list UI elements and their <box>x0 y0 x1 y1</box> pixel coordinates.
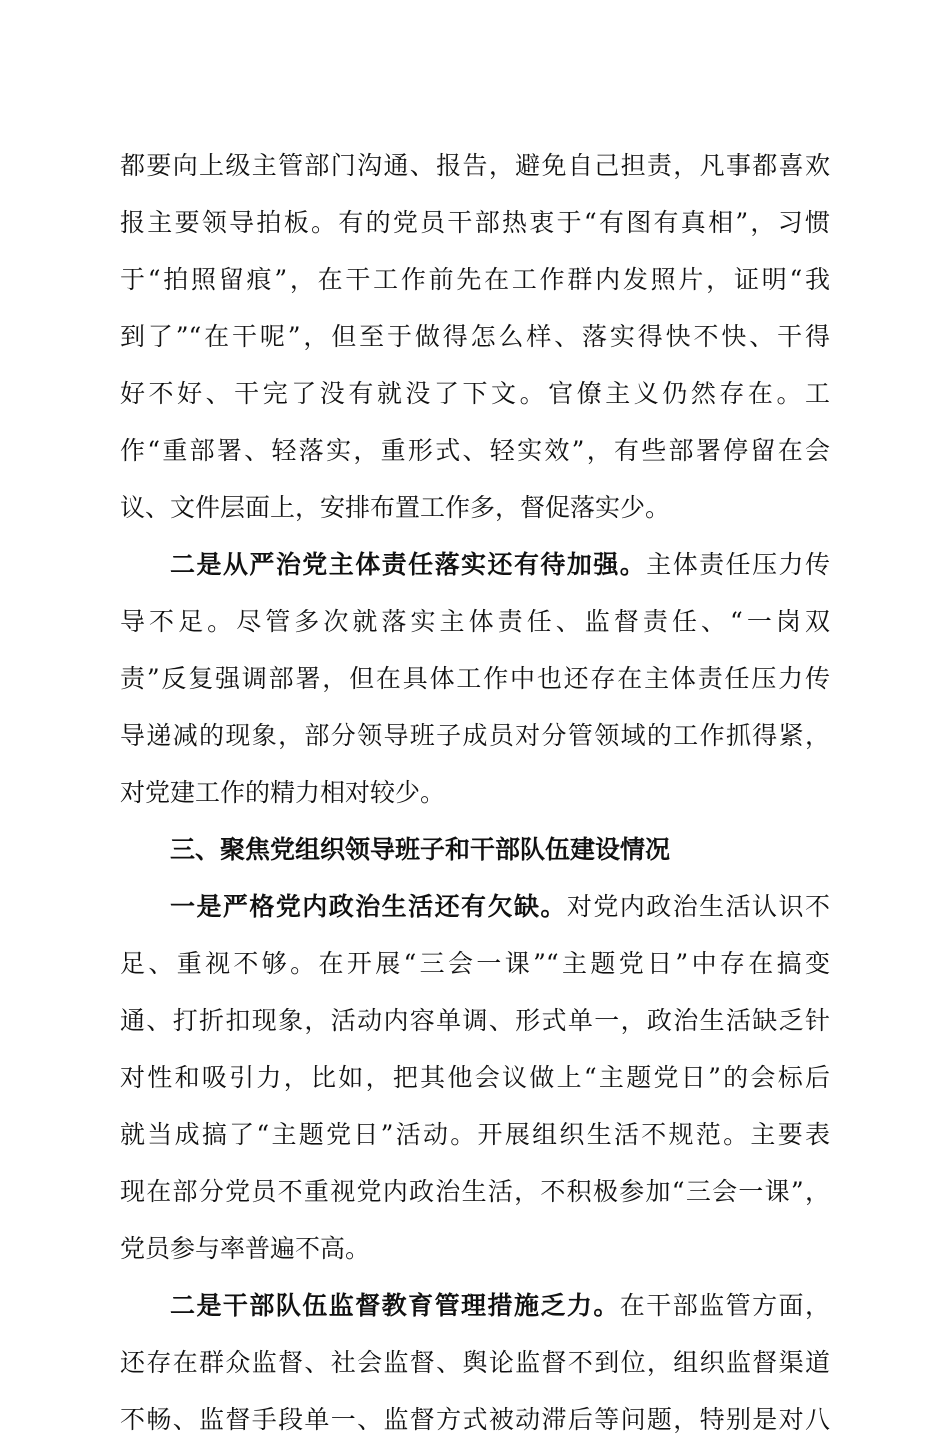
paragraph-line: 到了”“在干呢”，但至于做得怎么样、落实得快不快、干得 <box>120 322 830 351</box>
paragraph-3 <box>120 878 830 1277</box>
paragraph-first-line <box>120 878 830 935</box>
paragraph-line: 就当成搞了“主题党日”活动。开展组织生活不规范。主要表 <box>120 1120 830 1149</box>
paragraph-lead: 二是从严治党主体责任落实还有待加强。 <box>170 550 647 579</box>
paragraph-2 <box>120 536 830 821</box>
paragraph-line: 好不好、干完了没有就没了下文。官僚主义仍然存在。工 <box>120 379 830 408</box>
paragraph-line-rest: 主体责任压力传 <box>646 550 830 579</box>
paragraph-line-rest: 在干部监管方面， <box>619 1291 830 1320</box>
paragraph-line: 党员参与率普遍不高。 <box>120 1234 371 1263</box>
paragraph-1 <box>120 137 830 536</box>
paragraph-line: 于“拍照留痕”，在干工作前先在工作群内发照片，证明“我 <box>120 265 830 294</box>
paragraph-line: 都要向上级主管部门沟通、报告，避免自己担责，凡事都喜欢 <box>120 151 830 180</box>
paragraph-line: 导递减的现象，部分领导班子成员对分管领域的工作抓得紧， <box>120 721 830 750</box>
paragraph-lead: 一是严格党内政治生活还有欠缺。 <box>170 892 567 921</box>
paragraph-first-line <box>120 1277 830 1334</box>
paragraph-line: 报主要领导拍板。有的党员干部热衷于“有图有真相”，习惯 <box>120 208 830 237</box>
paragraph-line: 责”反复强调部署，但在具体工作中也还存在主体责任压力传 <box>120 664 830 693</box>
paragraph-line: 还存在群众监督、社会监督、舆论监督不到位，组织监督渠道 <box>120 1348 830 1377</box>
paragraph-line: 现在部分党员不重视党内政治生活，不积极参加“三会一课”， <box>120 1177 830 1206</box>
section-heading: 三、聚焦党组织领导班子和干部队伍建设情况 <box>170 835 671 864</box>
paragraph-line: 通、打折扣现象，活动内容单调、形式单一，政治生活缺乏针 <box>120 1006 830 1035</box>
paragraph-line: 对性和吸引力，比如，把其他会议做上“主题党日”的会标后 <box>120 1063 830 1092</box>
paragraph-line: 导不足。尽管多次就落实主体责任、监督责任、“一岗双 <box>120 607 830 636</box>
paragraph-line-rest: 对党内政治生活认识不 <box>566 892 830 921</box>
paragraph-first-line <box>120 536 830 593</box>
paragraph-lead: 二是干部队伍监督教育管理措施乏力。 <box>170 1291 620 1320</box>
paragraph-line: 对党建工作的精力相对较少。 <box>120 778 446 807</box>
paragraph-line: 足、重视不够。在开展“三会一课”“主题党日”中存在搞变 <box>120 949 830 978</box>
paragraph-4 <box>120 1277 830 1448</box>
document-body <box>120 137 830 1448</box>
paragraph-line: 议、文件层面上，安排布置工作多，督促落实少。 <box>120 493 671 522</box>
paragraph-line: 不畅、监督手段单一、监督方式被动滞后等问题，特别是对八 <box>120 1405 830 1434</box>
paragraph-line: 作“重部署、轻落实，重形式、轻实效”，有些部署停留在会 <box>120 436 830 465</box>
